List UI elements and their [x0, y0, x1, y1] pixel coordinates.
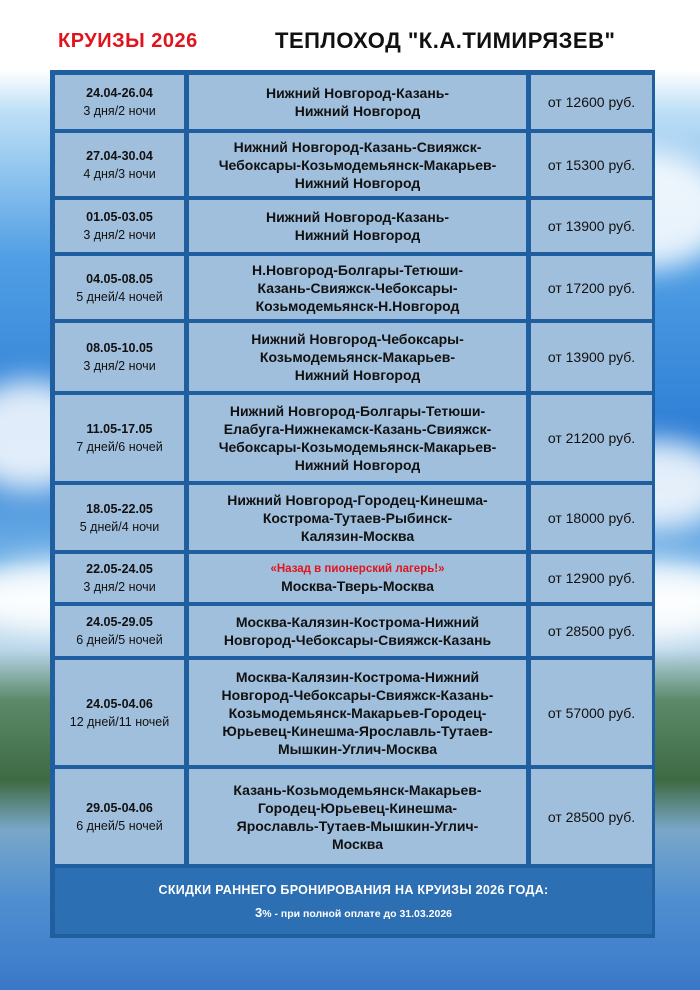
route-cell	[189, 256, 526, 319]
cruise-table	[50, 70, 655, 938]
route-cell	[189, 75, 526, 129]
table-row	[55, 395, 652, 481]
route-line: Чебоксары-Козьмодемьянск-Макарьев-	[218, 156, 497, 173]
page-title: КРУИЗЫ 2026	[58, 30, 198, 52]
cruise-price: от 15300 руб.	[547, 156, 636, 173]
cruise-price: от 28500 руб.	[547, 808, 636, 825]
table-row	[55, 554, 652, 602]
route-cell	[189, 200, 526, 252]
date-cell	[55, 75, 184, 129]
route-line: Нижний Новгород	[294, 103, 421, 119]
cruise-price: от 18000 руб.	[547, 509, 636, 526]
cruise-dates: 27.04-30.04	[86, 148, 153, 163]
date-cell	[55, 323, 184, 391]
cruise-dates: 11.05-17.05	[86, 422, 153, 436]
promo-label: «Назад в пионерский лагерь!»	[270, 562, 445, 575]
price-cell	[531, 323, 652, 391]
table-row	[55, 660, 652, 765]
route-line: Нижний Новгород-Казань-	[265, 209, 450, 225]
cruise-duration: 5 дней/4 ночи	[79, 519, 160, 534]
route-line: Нижний Новгород-Болгары-Тетюши-	[229, 403, 486, 419]
cruise-duration: 12 дней/11 ночей	[69, 714, 170, 729]
cruise-dates: 18.05-22.05	[86, 501, 153, 516]
route-cell	[189, 395, 526, 481]
price-cell	[531, 75, 652, 129]
cruise-dates: 24.04-26.04	[86, 86, 153, 100]
cruise-dates: 29.05-04.06	[86, 800, 153, 815]
cruise-duration: 5 дней/4 ночей	[76, 289, 163, 304]
route-line: Козьмодемьянск-Н.Новгород	[255, 297, 460, 314]
price-cell	[531, 660, 652, 765]
route-line: Козьмодемьянск-Макарьев-Городец-	[228, 704, 487, 721]
cruise-duration: 6 дней/5 ночей	[76, 633, 163, 647]
cruise-price: от 13900 руб.	[547, 349, 636, 365]
cruise-price: от 21200 руб.	[547, 430, 636, 446]
cruise-duration: 3 дня/2 ночи	[83, 359, 156, 373]
date-cell	[55, 485, 184, 550]
cruise-price: от 28500 руб.	[547, 623, 636, 639]
table-row	[55, 256, 652, 319]
route-line: Городец-Юрьевец-Кинешма-	[257, 799, 458, 816]
route-cell	[189, 554, 526, 602]
date-cell	[55, 554, 184, 602]
table-row	[55, 323, 652, 391]
ship-name: ТЕПЛОХОД "К.А.ТИМИРЯЗЕВ"	[275, 28, 616, 53]
route-line: Казань-Козьмодемьянск-Макарьев-	[233, 781, 482, 798]
table-row	[55, 133, 652, 196]
table-row	[55, 606, 652, 656]
route-line: Ярославль-Тутаев-Мышкин-Углич-	[236, 817, 479, 834]
route-line: Нижний Новгород	[294, 367, 421, 383]
price-cell	[531, 395, 652, 481]
cruise-price: от 17200 руб.	[547, 279, 636, 296]
route-line: Москва-Калязин-Кострома-Нижний	[235, 668, 480, 685]
cruise-dates: 08.05-10.05	[86, 341, 153, 355]
route-line: Нижний Новгород	[294, 227, 421, 243]
cruise-price: от 12900 руб.	[547, 570, 636, 586]
date-cell	[55, 606, 184, 656]
route-line: Н.Новгород-Болгары-Тетюши-	[251, 261, 464, 278]
route-line: Мышкин-Углич-Москва	[278, 740, 437, 757]
route-cell	[189, 133, 526, 196]
table-row	[55, 200, 652, 252]
route-cell	[189, 606, 526, 656]
route-line: Нижний Новгород-Чебоксары-	[251, 331, 464, 347]
route-line: Нижний Новгород	[294, 457, 421, 473]
date-cell	[55, 256, 184, 319]
route-line: Козьмодемьянск-Макарьев-	[259, 349, 456, 365]
route-line: Елабуга-Нижнекамск-Казань-Свияжск-	[223, 421, 492, 437]
cruise-price: от 57000 руб.	[547, 704, 636, 721]
route-line: Москва	[331, 835, 384, 852]
table-row	[55, 485, 652, 550]
route-line: Чебоксары-Козьмодемьянск-Макарьев-	[218, 439, 497, 455]
discount-title: СКИДКИ РАННЕГО БРОНИРОВАНИЯ НА КРУИЗЫ 2026 ГОДА:	[158, 882, 549, 897]
route-line: Новгород-Чебоксары-Свияжск-Казань	[223, 632, 492, 648]
cruise-dates: 22.05-24.05	[86, 562, 153, 576]
cruise-duration: 7 дней/6 ночей	[76, 440, 163, 454]
price-cell	[531, 485, 652, 550]
cruise-price: от 12600 руб.	[547, 94, 636, 110]
route-line: Нижний Новгород	[294, 174, 421, 191]
price-cell	[531, 256, 652, 319]
price-cell	[531, 133, 652, 196]
route-line: Новгород-Чебоксары-Свияжск-Казань-	[221, 686, 494, 703]
route-cell	[189, 485, 526, 550]
cruise-dates: 24.05-04.06	[86, 696, 153, 711]
discount-text: % - при полной оплате до 31.03.2026	[262, 907, 453, 920]
cruise-duration: 3 дня/2 ночи	[83, 228, 156, 242]
route-line: Москва-Калязин-Кострома-Нижний	[235, 614, 480, 630]
cruise-price: от 13900 руб.	[547, 218, 636, 234]
date-cell	[55, 769, 184, 864]
route-line: Калязин-Москва	[300, 527, 415, 544]
route-line: Нижний Новгород-Городец-Кинешма-	[227, 491, 488, 508]
route-line: Кострома-Тутаев-Рыбинск-	[262, 509, 453, 526]
price-cell	[531, 554, 652, 602]
route-cell	[189, 660, 526, 765]
cruise-dates: 04.05-08.05	[86, 271, 153, 286]
price-cell	[531, 200, 652, 252]
route-line: Нижний Новгород-Казань-Свияжск-	[233, 138, 482, 155]
cruise-duration: 3 дня/2 ночи	[83, 104, 156, 118]
date-cell	[55, 133, 184, 196]
cruise-dates: 24.05-29.05	[86, 615, 153, 629]
cruise-dates: 01.05-03.05	[86, 210, 153, 224]
route-line: Казань-Свияжск-Чебоксары-	[257, 279, 458, 296]
date-cell	[55, 200, 184, 252]
route-line: Москва-Тверь-Москва	[281, 577, 434, 594]
date-cell	[55, 395, 184, 481]
date-cell	[55, 660, 184, 765]
cruise-duration: 4 дня/3 ночи	[83, 166, 156, 181]
cruise-duration: 3 дня/2 ночи	[83, 580, 156, 594]
discount-footer	[55, 868, 652, 934]
price-cell	[531, 606, 652, 656]
price-cell	[531, 769, 652, 864]
table-row	[55, 769, 652, 864]
discount-line	[255, 905, 452, 920]
route-line: Юрьевец-Кинешма-Ярославль-Тутаев-	[222, 722, 493, 739]
table-row	[55, 75, 652, 129]
route-line: Нижний Новгород-Казань-	[265, 85, 450, 101]
discount-value: 3	[254, 904, 263, 920]
cruise-duration: 6 дней/5 ночей	[76, 818, 163, 833]
route-cell	[189, 323, 526, 391]
route-cell	[189, 769, 526, 864]
page-header	[0, 0, 700, 70]
